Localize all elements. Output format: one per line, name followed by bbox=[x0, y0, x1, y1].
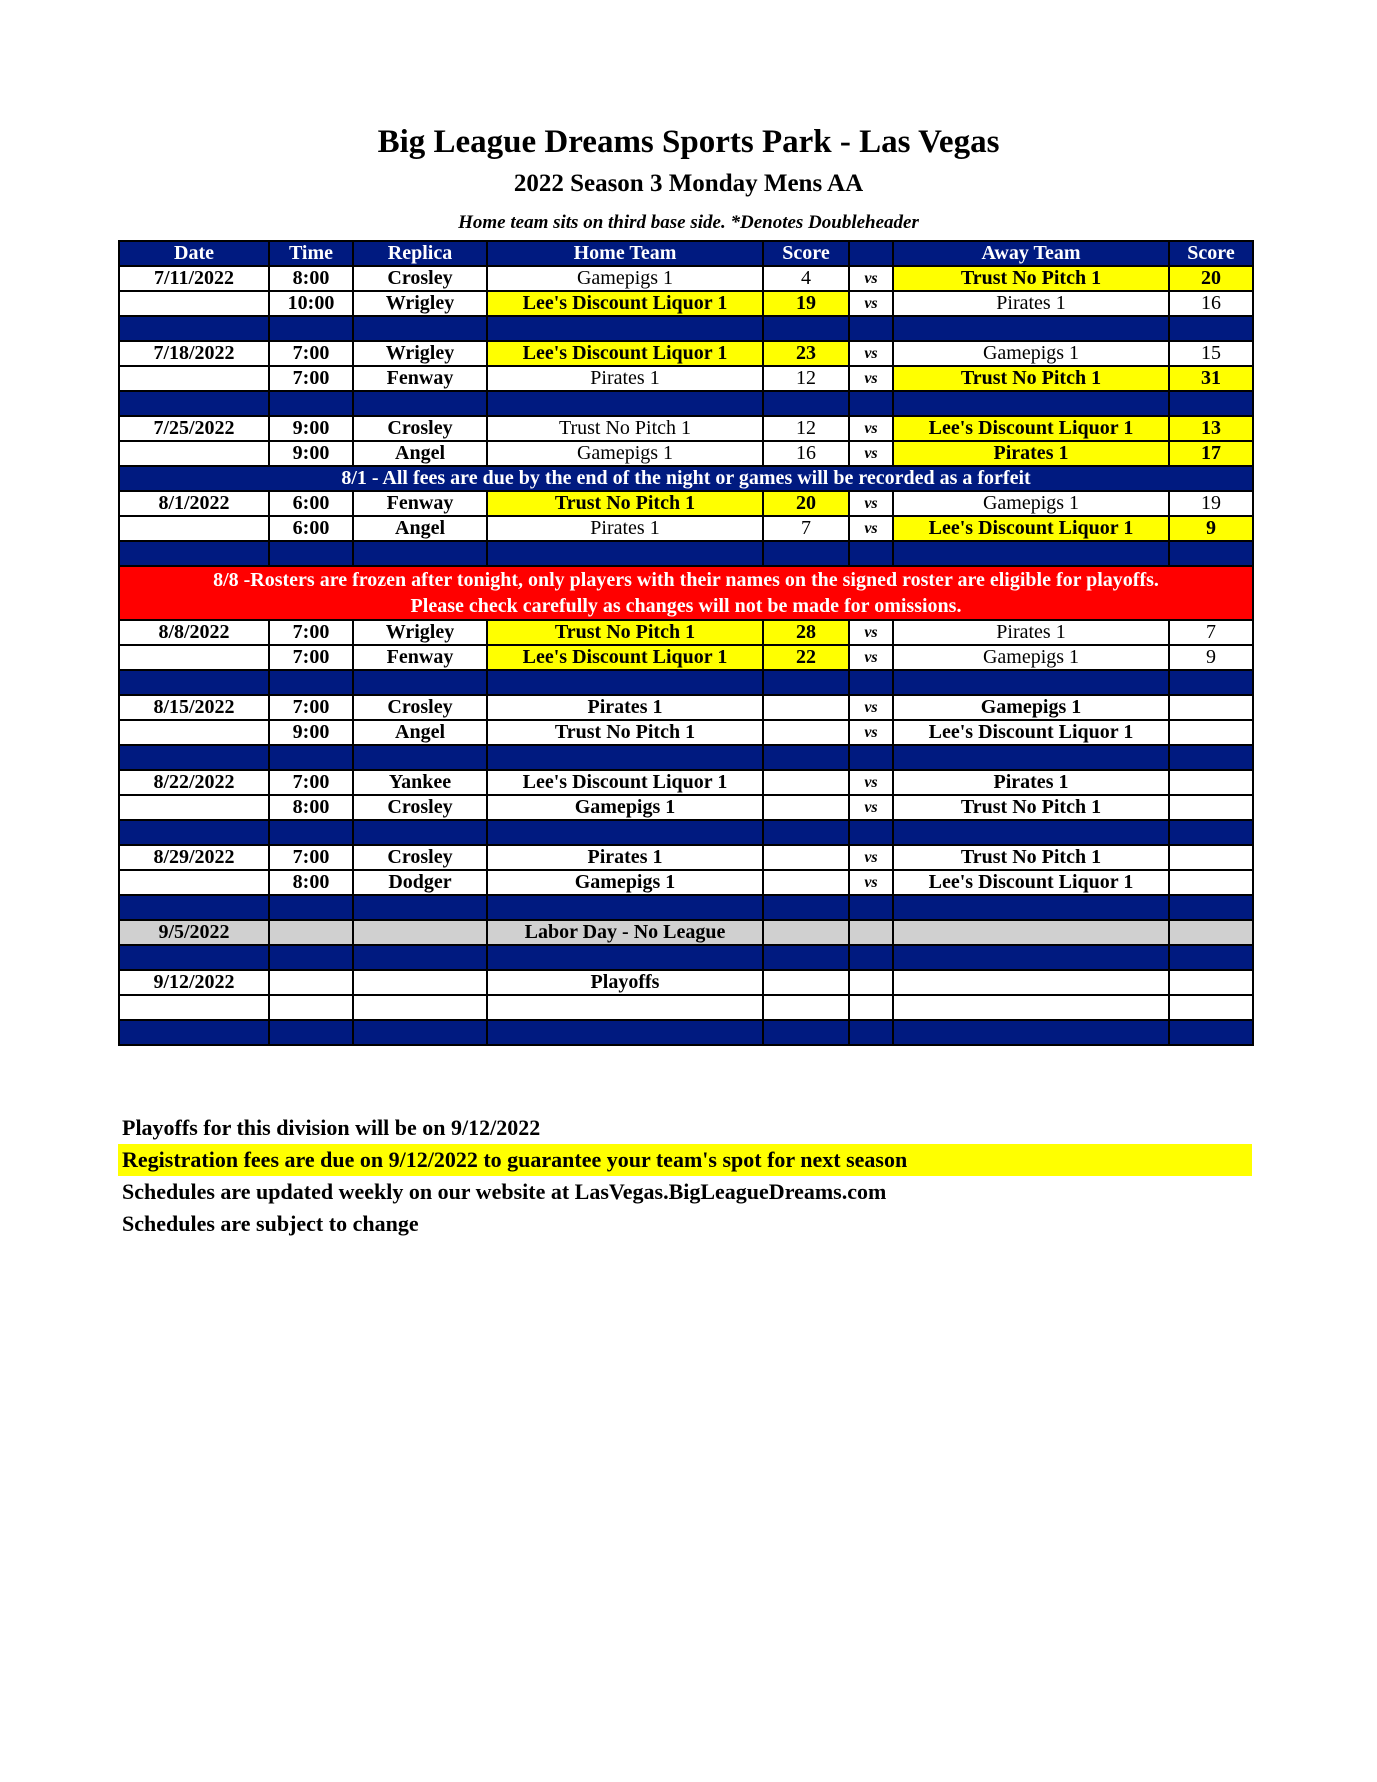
empty-cell bbox=[893, 995, 1169, 1020]
separator-cell bbox=[849, 745, 893, 770]
separator-cell bbox=[353, 945, 487, 970]
separator-cell bbox=[893, 1020, 1169, 1045]
away-score: 9 bbox=[1169, 516, 1253, 541]
separator-row bbox=[119, 1020, 1253, 1045]
vs-label: vs bbox=[849, 695, 893, 720]
home-score: 20 bbox=[763, 491, 849, 516]
row-replica: Wrigley bbox=[353, 620, 487, 645]
footer-registration-note: Registration fees are due on 9/12/2022 to guarantee your team's spot for next season bbox=[118, 1144, 1252, 1176]
empty-cell bbox=[893, 920, 1169, 945]
separator-cell bbox=[119, 945, 269, 970]
row-date bbox=[119, 795, 269, 820]
separator-cell bbox=[119, 316, 269, 341]
vs-label: vs bbox=[849, 291, 893, 316]
row-replica: Wrigley bbox=[353, 291, 487, 316]
away-score: 17 bbox=[1169, 441, 1253, 466]
home-team: Lee's Discount Liquor 1 bbox=[487, 770, 763, 795]
away-team: Pirates 1 bbox=[893, 770, 1169, 795]
row-time: 7:00 bbox=[269, 645, 353, 670]
separator-cell bbox=[893, 895, 1169, 920]
row-time: 6:00 bbox=[269, 491, 353, 516]
row-date: 8/22/2022 bbox=[119, 770, 269, 795]
separator-cell bbox=[487, 945, 763, 970]
home-team: Gamepigs 1 bbox=[487, 441, 763, 466]
separator-cell bbox=[893, 391, 1169, 416]
home-score: 16 bbox=[763, 441, 849, 466]
home-team: Trust No Pitch 1 bbox=[487, 720, 763, 745]
game-row bbox=[119, 441, 1253, 466]
vs-label: vs bbox=[849, 416, 893, 441]
vs-label: vs bbox=[849, 366, 893, 391]
away-team: Pirates 1 bbox=[893, 620, 1169, 645]
home-team: Lee's Discount Liquor 1 bbox=[487, 341, 763, 366]
separator-cell bbox=[269, 541, 353, 566]
separator-cell bbox=[1169, 895, 1253, 920]
row-replica: Fenway bbox=[353, 491, 487, 516]
away-team: Pirates 1 bbox=[893, 441, 1169, 466]
roster-alert-line: 8/8 -Rosters are frozen after tonight, only players with their names on the signed roster are eligible for playoffs. bbox=[213, 569, 1159, 591]
separator-cell bbox=[487, 820, 763, 845]
row-time bbox=[269, 970, 353, 995]
away-score: 7 bbox=[1169, 620, 1253, 645]
separator-cell bbox=[353, 391, 487, 416]
row-date bbox=[119, 645, 269, 670]
row-time: 6:00 bbox=[269, 516, 353, 541]
game-row bbox=[119, 695, 1253, 720]
col-header-away-score: Score bbox=[1169, 241, 1253, 266]
away-score bbox=[1169, 845, 1253, 870]
row-replica: Crosley bbox=[353, 695, 487, 720]
row-replica bbox=[353, 920, 487, 945]
separator-row bbox=[119, 895, 1253, 920]
row-date bbox=[119, 870, 269, 895]
home-score: 23 bbox=[763, 341, 849, 366]
game-row bbox=[119, 341, 1253, 366]
home-score bbox=[763, 845, 849, 870]
separator-cell bbox=[487, 895, 763, 920]
row-date: 8/29/2022 bbox=[119, 845, 269, 870]
separator-cell bbox=[119, 1020, 269, 1045]
empty-cell bbox=[1169, 920, 1253, 945]
separator-cell bbox=[269, 945, 353, 970]
separator-cell bbox=[119, 541, 269, 566]
vs-label: vs bbox=[849, 720, 893, 745]
col-header-date: Date bbox=[119, 241, 269, 266]
page-title: Big League Dreams Sports Park - Las Vegas bbox=[377, 124, 1000, 160]
row-replica: Yankee bbox=[353, 770, 487, 795]
separator-cell bbox=[893, 820, 1169, 845]
separator-cell bbox=[119, 745, 269, 770]
row-replica: Angel bbox=[353, 441, 487, 466]
col-header-home-team: Home Team bbox=[487, 241, 763, 266]
row-time: 9:00 bbox=[269, 441, 353, 466]
separator-row bbox=[119, 745, 1253, 770]
separator-cell bbox=[849, 316, 893, 341]
holiday-row bbox=[119, 920, 1253, 945]
empty-cell bbox=[763, 920, 849, 945]
away-team: Gamepigs 1 bbox=[893, 695, 1169, 720]
separator-row bbox=[119, 316, 1253, 341]
row-time: 7:00 bbox=[269, 845, 353, 870]
separator-cell bbox=[849, 541, 893, 566]
separator-cell bbox=[893, 541, 1169, 566]
empty-cell bbox=[849, 995, 893, 1020]
vs-label: vs bbox=[849, 516, 893, 541]
away-team: Gamepigs 1 bbox=[893, 341, 1169, 366]
vs-label: vs bbox=[849, 441, 893, 466]
separator-cell bbox=[353, 1020, 487, 1045]
separator-cell bbox=[1169, 316, 1253, 341]
away-team: Gamepigs 1 bbox=[893, 491, 1169, 516]
schedule-body bbox=[119, 266, 1253, 1045]
col-header-replica: Replica bbox=[353, 241, 487, 266]
separator-cell bbox=[353, 820, 487, 845]
separator-cell bbox=[893, 316, 1169, 341]
col-header-away-team: Away Team bbox=[893, 241, 1169, 266]
separator-cell bbox=[353, 745, 487, 770]
separator-cell bbox=[763, 391, 849, 416]
holiday-label: Labor Day - No League bbox=[487, 920, 763, 945]
vs-label: vs bbox=[849, 795, 893, 820]
row-replica: Fenway bbox=[353, 366, 487, 391]
separator-cell bbox=[269, 316, 353, 341]
separator-cell bbox=[893, 670, 1169, 695]
home-score bbox=[763, 695, 849, 720]
empty-cell bbox=[1169, 995, 1253, 1020]
empty-cell bbox=[487, 995, 763, 1020]
separator-cell bbox=[487, 670, 763, 695]
footer-playoffs-note: Playoffs for this division will be on 9/12/2022 bbox=[122, 1115, 541, 1140]
row-date: 7/11/2022 bbox=[119, 266, 269, 291]
away-score bbox=[1169, 795, 1253, 820]
separator-cell bbox=[119, 391, 269, 416]
row-date: 8/8/2022 bbox=[119, 620, 269, 645]
home-team: Lee's Discount Liquor 1 bbox=[487, 645, 763, 670]
col-header-time: Time bbox=[269, 241, 353, 266]
game-row bbox=[119, 291, 1253, 316]
separator-cell bbox=[849, 1020, 893, 1045]
empty-cell bbox=[849, 970, 893, 995]
away-score bbox=[1169, 870, 1253, 895]
home-score: 19 bbox=[763, 291, 849, 316]
game-row bbox=[119, 620, 1253, 645]
separator-cell bbox=[763, 895, 849, 920]
separator-cell bbox=[353, 316, 487, 341]
schedule-note: Home team sits on third base side. *Denotes Doubleheader bbox=[458, 212, 919, 233]
game-row bbox=[119, 491, 1253, 516]
col-header-home-score: Score bbox=[763, 241, 849, 266]
separator-cell bbox=[353, 670, 487, 695]
row-time: 7:00 bbox=[269, 341, 353, 366]
vs-label: vs bbox=[849, 491, 893, 516]
vs-label: vs bbox=[849, 770, 893, 795]
row-date: 8/1/2022 bbox=[119, 491, 269, 516]
separator-cell bbox=[269, 1020, 353, 1045]
separator-cell bbox=[849, 391, 893, 416]
game-row bbox=[119, 795, 1253, 820]
row-replica: Angel bbox=[353, 720, 487, 745]
row-date bbox=[119, 291, 269, 316]
vs-label: vs bbox=[849, 645, 893, 670]
home-team: Gamepigs 1 bbox=[487, 870, 763, 895]
game-row bbox=[119, 645, 1253, 670]
separator-row bbox=[119, 670, 1253, 695]
row-time: 9:00 bbox=[269, 416, 353, 441]
footer-change-note: Schedules are subject to change bbox=[122, 1211, 419, 1236]
home-team: Pirates 1 bbox=[487, 845, 763, 870]
row-time: 7:00 bbox=[269, 366, 353, 391]
home-team: Trust No Pitch 1 bbox=[487, 491, 763, 516]
separator-cell bbox=[849, 820, 893, 845]
vs-label: vs bbox=[849, 870, 893, 895]
vs-label: vs bbox=[849, 620, 893, 645]
separator-cell bbox=[1169, 541, 1253, 566]
separator-cell bbox=[269, 391, 353, 416]
row-replica: Crosley bbox=[353, 416, 487, 441]
separator-cell bbox=[353, 895, 487, 920]
away-team: Lee's Discount Liquor 1 bbox=[893, 870, 1169, 895]
separator-row bbox=[119, 820, 1253, 845]
home-score: 22 bbox=[763, 645, 849, 670]
row-time: 7:00 bbox=[269, 620, 353, 645]
separator-cell bbox=[353, 541, 487, 566]
away-team: Lee's Discount Liquor 1 bbox=[893, 416, 1169, 441]
row-replica: Angel bbox=[353, 516, 487, 541]
home-team: Pirates 1 bbox=[487, 695, 763, 720]
vs-label: vs bbox=[849, 341, 893, 366]
separator-cell bbox=[763, 541, 849, 566]
empty-cell bbox=[849, 920, 893, 945]
vs-label: vs bbox=[849, 266, 893, 291]
row-time: 7:00 bbox=[269, 695, 353, 720]
separator-cell bbox=[269, 895, 353, 920]
separator-cell bbox=[119, 820, 269, 845]
row-time bbox=[269, 920, 353, 945]
home-team: Trust No Pitch 1 bbox=[487, 620, 763, 645]
empty-cell bbox=[893, 970, 1169, 995]
home-score bbox=[763, 770, 849, 795]
row-date: 8/15/2022 bbox=[119, 695, 269, 720]
row-replica: Crosley bbox=[353, 266, 487, 291]
away-score bbox=[1169, 720, 1253, 745]
home-score bbox=[763, 795, 849, 820]
playoff-label: Playoffs bbox=[487, 970, 763, 995]
home-team: Pirates 1 bbox=[487, 516, 763, 541]
notice-row bbox=[119, 466, 1253, 491]
away-team: Trust No Pitch 1 bbox=[893, 366, 1169, 391]
separator-cell bbox=[849, 670, 893, 695]
row-replica: Crosley bbox=[353, 795, 487, 820]
roster-alert-line: Please check carefully as changes will not be made for omissions. bbox=[410, 595, 962, 617]
row-replica: Wrigley bbox=[353, 341, 487, 366]
home-score: 28 bbox=[763, 620, 849, 645]
away-team: Pirates 1 bbox=[893, 291, 1169, 316]
row-date bbox=[119, 441, 269, 466]
empty-cell bbox=[119, 995, 269, 1020]
row-time: 8:00 bbox=[269, 795, 353, 820]
row-date bbox=[119, 366, 269, 391]
separator-cell bbox=[763, 820, 849, 845]
away-team: Gamepigs 1 bbox=[893, 645, 1169, 670]
row-time: 7:00 bbox=[269, 770, 353, 795]
away-score bbox=[1169, 695, 1253, 720]
separator-row bbox=[119, 945, 1253, 970]
away-score: 20 bbox=[1169, 266, 1253, 291]
separator-cell bbox=[1169, 945, 1253, 970]
separator-cell bbox=[893, 945, 1169, 970]
away-team: Lee's Discount Liquor 1 bbox=[893, 516, 1169, 541]
row-date: 7/25/2022 bbox=[119, 416, 269, 441]
separator-row bbox=[119, 541, 1253, 566]
game-row bbox=[119, 266, 1253, 291]
schedule-table bbox=[118, 240, 1254, 1046]
game-row bbox=[119, 845, 1253, 870]
separator-cell bbox=[269, 745, 353, 770]
away-score: 19 bbox=[1169, 491, 1253, 516]
away-score: 16 bbox=[1169, 291, 1253, 316]
game-row bbox=[119, 516, 1253, 541]
separator-cell bbox=[763, 670, 849, 695]
away-team: Trust No Pitch 1 bbox=[893, 266, 1169, 291]
away-team: Lee's Discount Liquor 1 bbox=[893, 720, 1169, 745]
separator-cell bbox=[1169, 1020, 1253, 1045]
row-date: 9/12/2022 bbox=[119, 970, 269, 995]
page-subtitle: 2022 Season 3 Monday Mens AA bbox=[513, 170, 864, 197]
row-date: 7/18/2022 bbox=[119, 341, 269, 366]
home-team: Lee's Discount Liquor 1 bbox=[487, 291, 763, 316]
home-team: Pirates 1 bbox=[487, 366, 763, 391]
separator-cell bbox=[763, 316, 849, 341]
home-score bbox=[763, 720, 849, 745]
row-date bbox=[119, 516, 269, 541]
game-row bbox=[119, 416, 1253, 441]
home-team: Gamepigs 1 bbox=[487, 795, 763, 820]
separator-cell bbox=[849, 895, 893, 920]
separator-cell bbox=[763, 745, 849, 770]
separator-cell bbox=[269, 670, 353, 695]
game-row bbox=[119, 870, 1253, 895]
separator-cell bbox=[487, 745, 763, 770]
roster-alert-row bbox=[119, 566, 1253, 620]
separator-cell bbox=[1169, 820, 1253, 845]
separator-cell bbox=[1169, 745, 1253, 770]
empty-cell bbox=[269, 995, 353, 1020]
row-time: 8:00 bbox=[269, 870, 353, 895]
row-replica: Fenway bbox=[353, 645, 487, 670]
empty-cell bbox=[353, 995, 487, 1020]
home-score: 12 bbox=[763, 416, 849, 441]
playoff-row bbox=[119, 970, 1253, 995]
away-score: 15 bbox=[1169, 341, 1253, 366]
separator-cell bbox=[269, 820, 353, 845]
away-score bbox=[1169, 770, 1253, 795]
separator-cell bbox=[487, 1020, 763, 1045]
separator-cell bbox=[119, 670, 269, 695]
col-header-vs bbox=[849, 241, 893, 266]
header-row bbox=[119, 241, 1253, 266]
home-score: 7 bbox=[763, 516, 849, 541]
vs-label: vs bbox=[849, 845, 893, 870]
home-team: Trust No Pitch 1 bbox=[487, 416, 763, 441]
separator-row bbox=[119, 391, 1253, 416]
separator-cell bbox=[487, 316, 763, 341]
roster-alert bbox=[119, 566, 1253, 620]
home-score: 12 bbox=[763, 366, 849, 391]
away-team: Trust No Pitch 1 bbox=[893, 845, 1169, 870]
separator-cell bbox=[119, 895, 269, 920]
separator-cell bbox=[893, 745, 1169, 770]
row-replica bbox=[353, 970, 487, 995]
footer-website-note: Schedules are updated weekly on our website at LasVegas.BigLeagueDreams.com bbox=[122, 1179, 887, 1204]
empty-cell bbox=[763, 970, 849, 995]
home-score: 4 bbox=[763, 266, 849, 291]
row-time: 9:00 bbox=[269, 720, 353, 745]
fees-notice: 8/1 - All fees are due by the end of the night or games will be recorded as a forfeit bbox=[119, 466, 1253, 491]
separator-cell bbox=[1169, 391, 1253, 416]
row-time: 10:00 bbox=[269, 291, 353, 316]
row-replica: Crosley bbox=[353, 845, 487, 870]
away-score: 31 bbox=[1169, 366, 1253, 391]
row-date bbox=[119, 720, 269, 745]
separator-cell bbox=[849, 945, 893, 970]
away-team: Trust No Pitch 1 bbox=[893, 795, 1169, 820]
game-row bbox=[119, 366, 1253, 391]
separator-cell bbox=[763, 1020, 849, 1045]
game-row bbox=[119, 770, 1253, 795]
row-date: 9/5/2022 bbox=[119, 920, 269, 945]
empty-cell bbox=[763, 995, 849, 1020]
away-score: 13 bbox=[1169, 416, 1253, 441]
separator-cell bbox=[1169, 670, 1253, 695]
separator-cell bbox=[763, 945, 849, 970]
home-team: Gamepigs 1 bbox=[487, 266, 763, 291]
blank-row bbox=[119, 995, 1253, 1020]
game-row bbox=[119, 720, 1253, 745]
row-time: 8:00 bbox=[269, 266, 353, 291]
home-score bbox=[763, 870, 849, 895]
empty-cell bbox=[1169, 970, 1253, 995]
separator-cell bbox=[487, 391, 763, 416]
separator-cell bbox=[487, 541, 763, 566]
row-replica: Dodger bbox=[353, 870, 487, 895]
away-score: 9 bbox=[1169, 645, 1253, 670]
